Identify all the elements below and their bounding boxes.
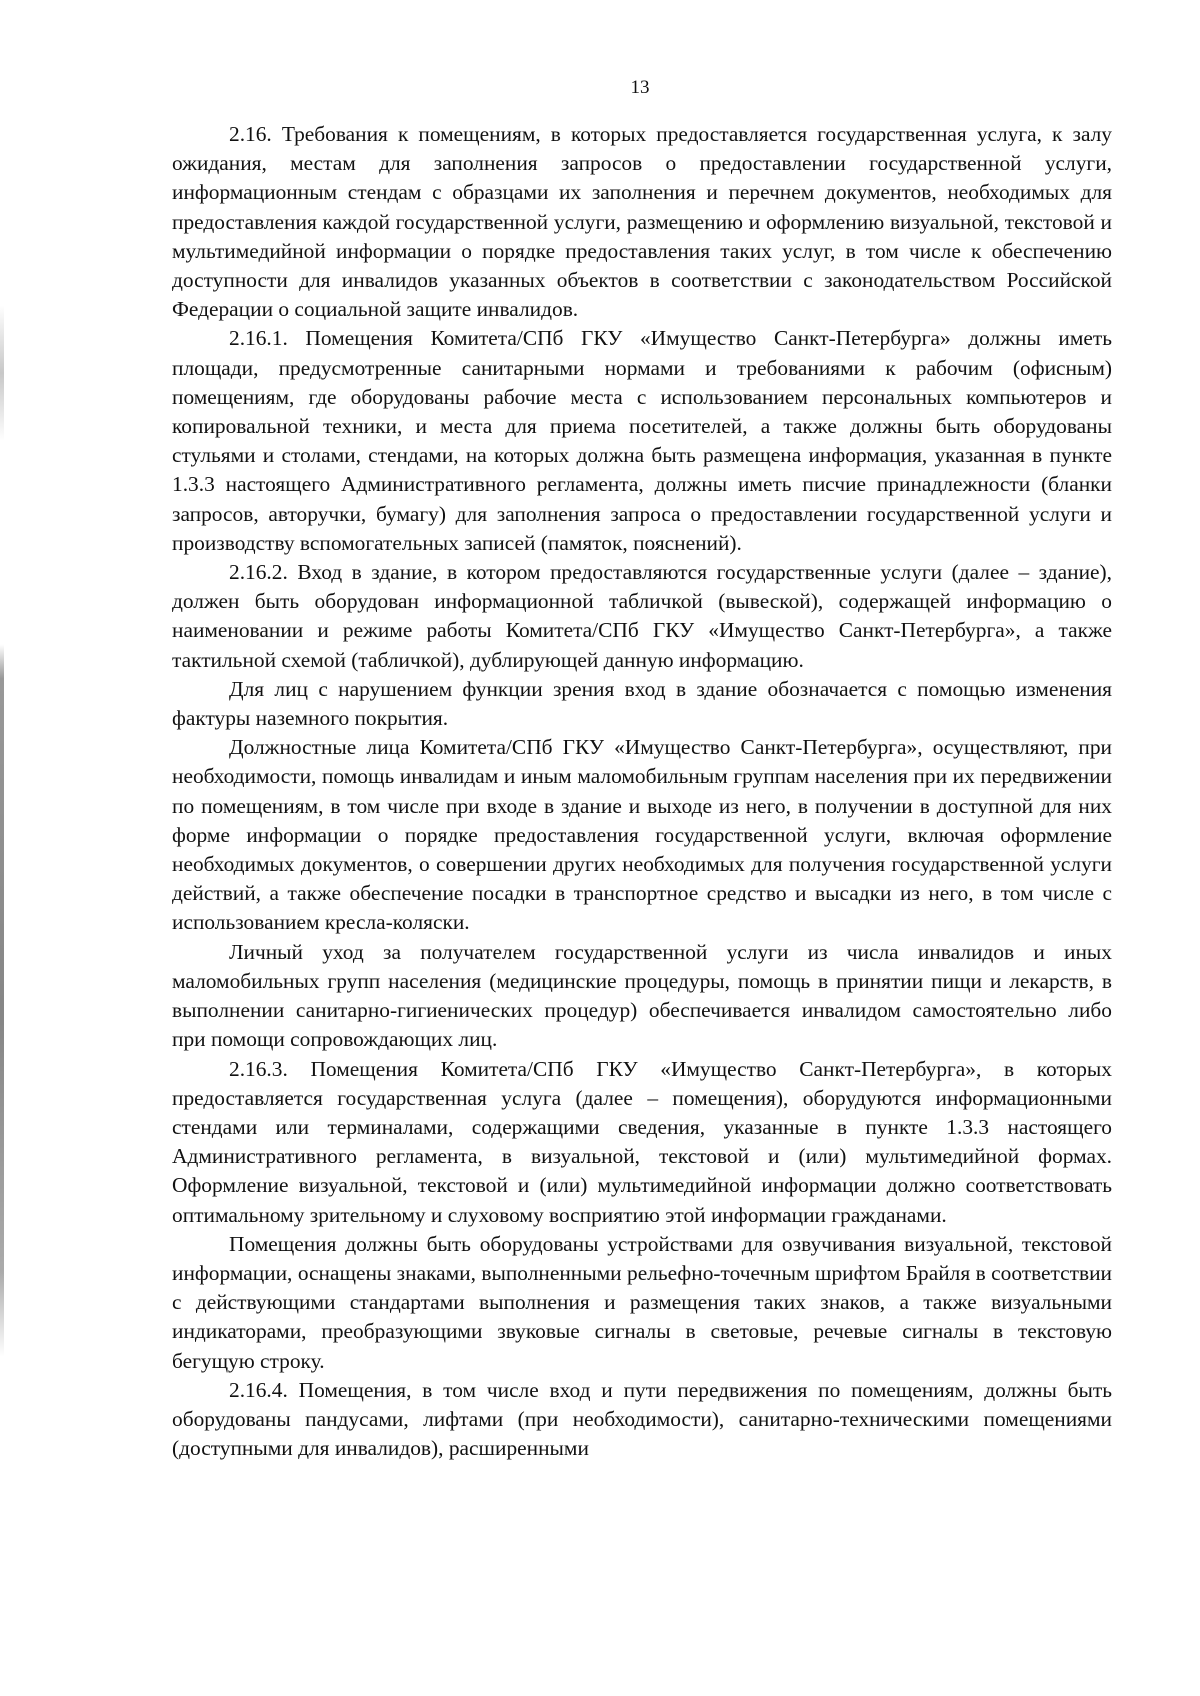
page-number: 13: [630, 77, 650, 98]
paragraph-premises-equipment: Помещения должны быть оборудованы устройствами для озвучивания визуальной, текстовой информации, оснащены знаками, выполненными рельефно-точечным шрифтом Брайля в соответствии с действующими стандартами выполнения и размещения таких знаков, а также визуальными индикаторами, преобразующими звуковые сигналы в световые, речевые сигналы в текстовую бегущую строку.: [172, 1231, 1112, 1373]
paragraph-vision-impaired: Для лиц с нарушением функции зрения вход в здание обозначается с помощью изменения фактуры наземного покрытия.: [172, 676, 1112, 731]
paragraph-officials-assistance: Должностные лица Комитета/СПб ГКУ «Имущество Санкт-Петербурга», осуществляют, при необходимости, помощь инвалидам и иным маломобильным группам населения при их передвижении по помещениям, в том числе при входе в здание и выходе из него, в получении в доступной для них форме информации о порядке предоставления государственной услуги, включая оформление необходимых документов, о совершении других необходимых для получения государственной услуги действий, а также обеспечение посадки в транспортное средство и высадки из него, в том числе с использованием кресла-коляски.: [172, 735, 1112, 935]
paragraph-2-16-4: 2.16.4. Помещения, в том числе вход и пути передвижения по помещениям, должны быть оборудованы пандусами, лифтами (при необходимости), санитарно-техническими помещениями (доступными для инвалидов), расширенными: [172, 1377, 1112, 1461]
scan-edge-shadow: [0, 0, 4, 1696]
paragraph-2-16: 2.16. Требования к помещениям, в которых предоставляется государственная услуга, к залу ожидания, местам для заполнения запросов о предоставлении государственной услуги, информационным стендам с образцами их заполнения и перечнем документов, необходимых для предоставления каждой государственной услуги, размещению и оформлению визуальной, текстовой и мультимедийной информации о порядке предоставления таких услуг, в том числе к обеспечению доступности для инвалидов указанных объектов в соответствии с законодательством Российской Федерации о социальной защите инвалидов.: [172, 122, 1112, 322]
paragraph-personal-care: Личный уход за получателем государственной услуги из числа инвалидов и иных маломобильных групп населения (медицинские процедуры, помощь в принятии пищи и лекарств, в выполнении санитарно-гигиенических процедур) обеспечивается инвалидом самостоятельно либо при помощи сопровождающих лиц.: [172, 939, 1112, 1052]
paragraph-2-16-2: 2.16.2. Вход в здание, в котором предоставляются государственные услуги (далее – здание), должен быть оборудован информационной табличкой (вывеской), содержащей информацию о наименовании и режиме работы Комитета/СПб ГКУ «Имущество Санкт-Петербурга», а также тактильной схемой (табличкой), дублирующей данную информацию.: [172, 560, 1112, 672]
document-body: [172, 120, 1112, 1463]
paragraph-2-16-3: 2.16.3. Помещения Комитета/СПб ГКУ «Имущество Санкт-Петербурга», в которых предоставляется государственная услуга (далее – помещения), оборудуются информационными стендами или терминалами, содержащими сведения, указанные в пункте 1.3.3 настоящего Административного регламента, в визуальной, текстовой и (или) мультимедийной формах. Оформление визуальной, текстовой и (или) мультимедийной информации должно соответствовать оптимальному зрительному и слуховому восприятию этой информации гражданами.: [172, 1056, 1112, 1227]
paragraph-2-16-1: 2.16.1. Помещения Комитета/СПб ГКУ «Имущество Санкт-Петербурга» должны иметь площади, предусмотренные санитарными нормами и требованиями к рабочим (офисным) помещениям, где оборудованы рабочие места с использованием персональных компьютеров и копировальной техники, и места для приема посетителей, а также должны быть оборудованы стульями и столами, стендами, на которых должна быть размещена информация, указанная в пункте 1.3.3 настоящего Административного регламента, должны иметь писчие принадлежности (бланки запросов, авторучки, бумагу) для заполнения запроса о предоставлении государственной услуги и производству вспомогательных записей (памяток, пояснений).: [172, 326, 1112, 555]
